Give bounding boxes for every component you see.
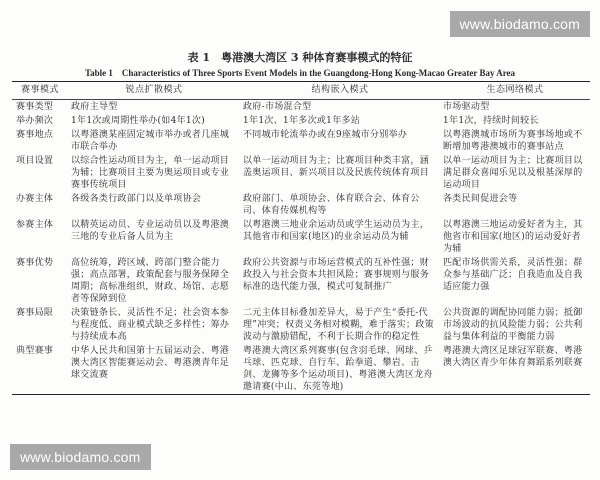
table-cell: 粤港澳大湾区系列赛事(包含羽毛球、网球、乒乓球、匹克球、自行车、跆拳道、攀岩、击剑、龙狮等多个运动项目)、粤港澳大湾区龙舟邀请赛(中山、东莞等地) xyxy=(240,344,440,395)
table-cell: 二元主体目标叠加差异大，易于产生“委托-代理”冲突；权责义务相对模糊，难于落实；政策波动与激励错配，不利于长期合作的稳定性 xyxy=(243,308,434,342)
table-cell: 以粤港澳三地业余运动员或学生运动员为主，其他省市和国家(地区)的业余运动员为辅 xyxy=(243,220,430,242)
table-row xyxy=(12,114,590,128)
table-cell: 政府-市场混合型 xyxy=(243,102,312,112)
header-cell-structural-embedding: 结构嵌入模式 xyxy=(240,82,440,100)
table-cell: 决策链条长、灵活性不足；社会资本参与程度低、商业模式缺乏多样性；筹办与持续成本高 xyxy=(71,308,230,342)
row-label: 项目设置 xyxy=(16,156,54,166)
watermark-top: www.biodamo.com xyxy=(450,11,591,37)
table-cell: 以单一运动项目为主；比赛项目以满足群众喜闻乐见以及根基深厚的运动项目 xyxy=(443,156,583,190)
table-cell: 以粤港澳三地运动爱好者为主，其他省市和国家(地区)的运动爱好者为辅 xyxy=(443,220,583,254)
table-header-row xyxy=(12,82,590,100)
table-cell: 1年1次，持续时间较长 xyxy=(443,116,539,126)
table-title-chinese: 表 1 粤港澳大湾区 3 种体育赛事模式的特征 xyxy=(187,51,413,64)
table-cell: 匹配市场供需关系，灵活性强；群众参与基础广泛；自我造血及自我适应能力强 xyxy=(443,258,583,292)
table-cell: 市场驱动型 xyxy=(443,102,490,112)
row-label: 赛事类型 xyxy=(16,102,54,112)
table-row xyxy=(12,218,590,256)
table-cell: 1年1次、1年多次或1年多站 xyxy=(243,116,361,126)
row-label: 典型赛事 xyxy=(12,344,68,395)
table-cell: 各类民间促进会等 xyxy=(443,194,518,204)
row-label: 举办频次 xyxy=(16,116,54,126)
header-cell-sharp-point-diffusion: 锐点扩散模式 xyxy=(68,82,240,100)
table-cell: 1年1次或周期性举办(如4年1次) xyxy=(71,116,206,126)
table-cell: 各级各类行政部门以及单项协会 xyxy=(71,194,202,204)
header-cell-event-mode: 赛事模式 xyxy=(12,82,68,100)
table-cell: 以单一运动项目为主；比赛项目种类丰富，涵盖奥运项目、新兴项目以及民族传统体育项目 xyxy=(243,156,430,178)
table-cell: 政府公共资源与市场运营模式的互补性强；财政投入与社会资本共担风险；赛事规则与服务标准的迭代能力强，模式可复制推广 xyxy=(243,258,430,292)
table-cell: 以粤港澳某座固定城市举办或者几座城市联合举办 xyxy=(71,130,230,152)
table-row xyxy=(12,128,590,154)
table-row xyxy=(12,100,590,115)
row-label: 办赛主体 xyxy=(16,194,54,204)
table-cell: 粤港澳大湾区足球冠军联赛、粤港澳大湾区青少年体育舞蹈系列联赛 xyxy=(440,344,590,395)
table-cell: 以综合性运动项目为主，单一运动项目为辅；比赛项目主要为奥运项目或专业赛事传统项目 xyxy=(71,156,230,190)
table-row xyxy=(12,306,590,344)
table-row xyxy=(12,256,590,306)
table-cell: 以粤港澳城市场所为赛事场地或不断增加粤港澳城市的赛事站点 xyxy=(443,130,583,152)
table-row xyxy=(12,344,590,395)
row-label: 赛事局限 xyxy=(16,308,54,318)
table-title-english: Table 1 Characteristics of Three Sports Event Models in the Guangdong-Hong Kong-Macao Greater Bay Area xyxy=(84,68,516,78)
table-cell: 以精英运动员、专业运动员以及粤港澳三地的专业后备人员为主 xyxy=(71,220,230,242)
row-label: 赛事地点 xyxy=(16,130,54,140)
table-cell: 政府主导型 xyxy=(71,102,118,112)
table-cell: 中华人民共和国第十五届运动会、粤港澳大湾区智能赛运动会、粤港澳青年足球交流赛 xyxy=(68,344,240,395)
characteristics-table xyxy=(12,81,590,395)
table-cell: 高位统筹，跨区域、跨部门整合能力强；高点部署，政策配套与服务保障全周期；高标准组织，财政、场馆、志愿者等保障到位 xyxy=(71,258,230,304)
header-cell-ecological-network: 生态网络模式 xyxy=(440,82,590,100)
table-row xyxy=(12,154,590,192)
table-cell: 不同城市轮流举办或在9座城市分别举办 xyxy=(243,130,408,140)
watermark-bottom: www.biodamo.com xyxy=(10,444,151,470)
table-cell: 公共资源的调配协同能力弱；抵御市场波动的抗风险能力弱；公共利益与集体利益的平衡能力弱 xyxy=(443,308,583,342)
row-label: 参赛主体 xyxy=(16,220,54,230)
row-label: 赛事优势 xyxy=(16,258,54,268)
table-row xyxy=(12,192,590,218)
table-cell: 政府部门、单项协会、体育联合会、体育公司、体育传媒机构等 xyxy=(243,194,420,216)
